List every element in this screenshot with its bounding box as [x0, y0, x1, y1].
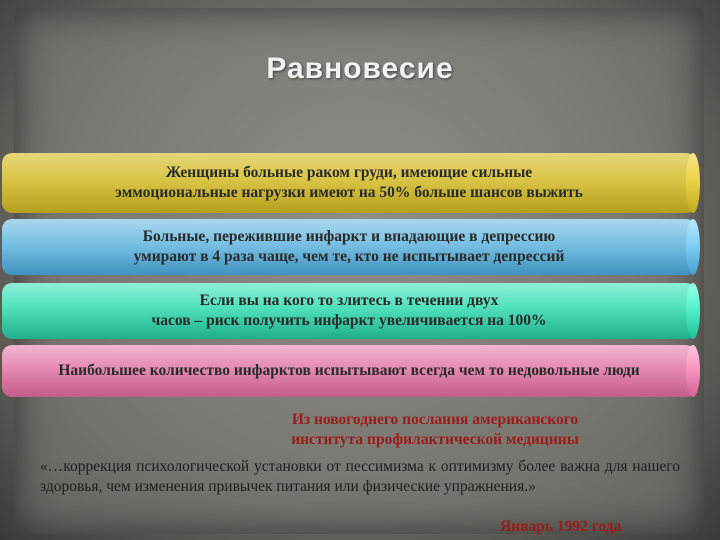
statement-text [135, 291, 562, 331]
statement-line: Если вы на кого то злитесь в течении двух [199, 292, 499, 309]
statement-band-anger [2, 283, 696, 339]
slide-title: Равновесие [266, 52, 454, 85]
statement-line: эммоциональные нагрузки имеют на 50% больше шансов выжить [115, 184, 583, 201]
quote-date: Январь 1992 года [500, 518, 622, 535]
statement-line: Наибольшее количество инфарктов испытывают всегда чем то недовольные люди [58, 362, 640, 379]
source-line: института профилактической медицины [291, 431, 579, 448]
statement-line: Женщины больные раком груди, имеющие сильные [165, 164, 533, 181]
statement-band-breast-cancer [2, 153, 696, 213]
statement-line: умирают в 4 раза чаще, чем те, кто не испытывает депрессий [133, 248, 565, 265]
source-attribution [0, 410, 720, 450]
statement-band-depression [2, 219, 696, 275]
statement-line: Больные, пережившие инфаркт и впадающие в депрессию [142, 228, 556, 245]
source-line: Из новогоднего послания американского [291, 411, 579, 428]
statement-text [42, 361, 655, 381]
statement-line: часов – риск получить инфаркт увеличивается на 100% [151, 312, 547, 329]
statement-text [118, 227, 581, 267]
statement-band-discontent [2, 345, 696, 397]
statement-text [99, 163, 599, 203]
quote-text: «…коррекция психологической установки от пессимизма к оптимизму более важна для нашего здоровья, чем изменения привычек питания или физические упражнения.» [40, 458, 680, 495]
